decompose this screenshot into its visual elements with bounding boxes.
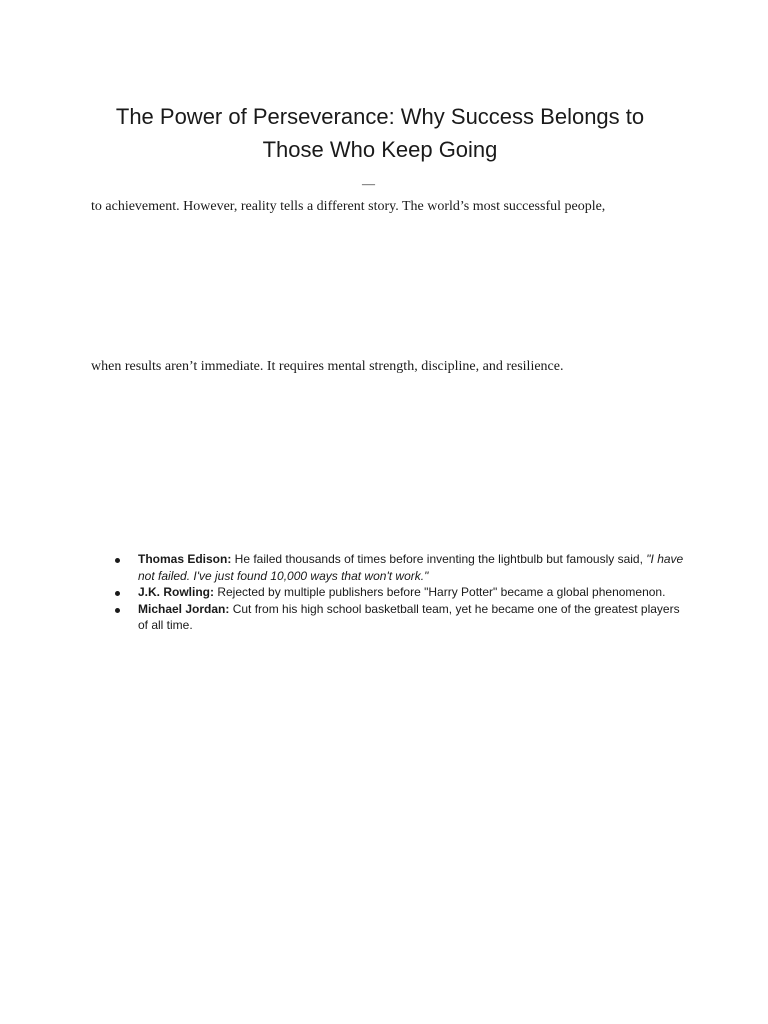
example-text: Cut from his high school basketball team, yet he became one of the greatest players of all time. (138, 601, 680, 632)
example-name: Michael Jordan: (138, 601, 230, 616)
paragraph-line-1: to achievement. However, reality tells a different story. The world’s most successful people, (91, 199, 606, 214)
list-item (112, 584, 692, 601)
example-name: Thomas Edison: (138, 552, 232, 566)
examples-list (112, 551, 692, 634)
list-item (112, 551, 692, 584)
example-text: Rejected by multiple publishers before "Harry Potter" became a global phenomenon. (214, 585, 666, 599)
example-quote: "I have not failed. I've just found 10,000 ways that won't work." (138, 552, 684, 583)
example-name: J.K. Rowling: (138, 585, 214, 599)
bullet-icon (115, 591, 120, 596)
separator-dash: — (362, 176, 375, 191)
example-text: He failed thousands of times before inventing the lightbulb but famously said, (231, 552, 647, 566)
title-line-2: Those Who Keep Going (262, 137, 498, 162)
bullet-icon (115, 608, 120, 613)
list-item (112, 601, 692, 634)
document-title (90, 100, 670, 166)
title-line-1: The Power of Perseverance: Why Success Belongs to (115, 104, 645, 129)
bullet-icon (115, 558, 120, 563)
paragraph-line-2: when results aren’t immediate. It requires mental strength, discipline, and resilience. (91, 359, 564, 374)
